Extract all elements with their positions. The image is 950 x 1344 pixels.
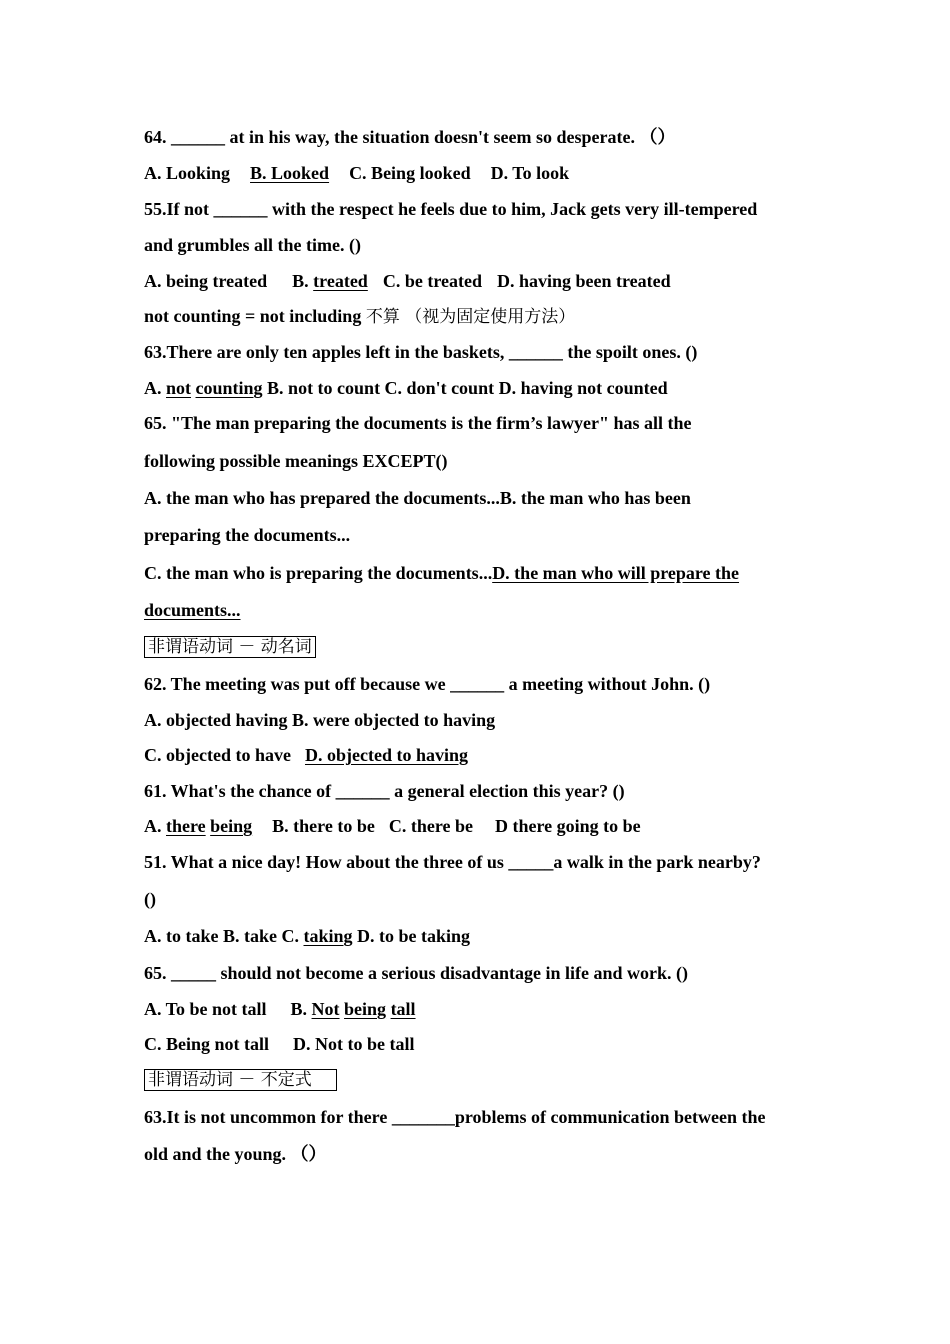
note-english: not counting = not including — [144, 306, 366, 326]
options-post: D. to be taking — [352, 926, 471, 946]
question-61-stem: 61. What's the chance of ______ a general election this year? () — [144, 781, 625, 801]
option-a-prefix: A. — [144, 378, 166, 398]
option-c: C. Being not tall — [144, 1034, 270, 1054]
options-pre: A. to take B. take C. — [144, 926, 304, 946]
question-65-stem-line1: 65. "The man preparing the documents is the firm’s lawyer" has all the — [144, 413, 692, 433]
option-d-answer: D. the man who will prepare the — [492, 563, 740, 583]
question-63b-stem-line1: 63.It is not uncommon for there _______problems of communication between the — [144, 1107, 766, 1127]
question-65-options-line4 — [144, 599, 241, 621]
section-label-box: 非谓语动词 － 不定式 — [144, 1069, 337, 1091]
option-a-answer-word1: there — [166, 816, 206, 836]
question-62-stem: 62. The meeting was put off because we ______ a meeting without John. () — [144, 674, 711, 694]
option-c: C. objected to have — [144, 745, 291, 765]
section-label-box: 非谓语动词 － 动名词 — [144, 636, 316, 658]
option-d: D. Not to be tall — [293, 1034, 415, 1054]
option-d: D. To look — [490, 163, 570, 183]
question-65-options-line3 — [144, 562, 739, 584]
option-b-answer: B. Looked — [250, 163, 330, 183]
option-a: A. To be not tall — [144, 999, 267, 1019]
question-63-options — [144, 377, 668, 399]
option-a-prefix: A. — [144, 816, 166, 836]
option-a-answer-word1: not — [166, 378, 192, 398]
option-a: A. being treated — [144, 271, 268, 291]
option-b-answer-word1: Not — [311, 999, 340, 1019]
question-62-options-line2 — [144, 744, 468, 766]
question-65-options-line2: preparing the documents... — [144, 525, 351, 545]
option-a-answer-word2: counting — [195, 378, 263, 398]
option-a-answer-word2: being — [210, 816, 253, 836]
option-d-answer-cont: documents... — [144, 600, 241, 620]
question-55-stem-line1: 55.If not ______ with the respect he feels due to him, Jack gets very ill-tempered — [144, 199, 758, 219]
option-c: C. there be — [388, 816, 473, 836]
note-chinese: 不算 （视为固定使用方法） — [365, 307, 576, 327]
question-65b-options-line1 — [144, 998, 416, 1020]
option-d-answer: D. objected to having — [304, 745, 468, 765]
question-65-options-line1: A. the man who has prepared the documents...B. the man who has been — [144, 488, 691, 508]
question-61-options — [144, 815, 641, 837]
question-51-options — [144, 925, 470, 947]
option-b-prefix: B. — [290, 999, 312, 1019]
question-51-stem-line1: 51. What a nice day! How about the three of us _____a walk in the park nearby? — [144, 852, 761, 872]
option-c-answer: taking — [303, 926, 353, 946]
question-55-stem-line2: and grumbles all the time. () — [144, 235, 361, 255]
question-51-stem-line2: () — [144, 889, 156, 909]
note-not-counting — [144, 305, 575, 328]
option-b: B. there to be — [272, 816, 375, 836]
option-b-answer: treated — [313, 271, 368, 291]
option-b-answer-word3: tall — [390, 999, 416, 1019]
option-a: A. Looking — [144, 163, 231, 183]
question-63b-stem-line2: old and the young. （） — [144, 1144, 327, 1164]
option-d: D there going to be — [494, 816, 641, 836]
question-55-options — [144, 270, 671, 292]
question-65-stem-line2: following possible meanings EXCEPT() — [144, 451, 448, 471]
option-c: C. be treated — [382, 271, 482, 291]
option-d: D. having been treated — [496, 271, 671, 291]
question-65b-stem: 65. _____ should not become a serious disadvantage in life and work. () — [144, 963, 689, 983]
question-62-options-line1: A. objected having B. were objected to having — [144, 710, 496, 730]
option-c: C. the man who is preparing the documents... — [144, 563, 493, 583]
section-heading-infinitive — [144, 1068, 337, 1091]
options-rest: B. not to count C. don't count D. having not counted — [262, 378, 668, 398]
section-heading-gerund — [144, 635, 316, 658]
option-b-answer-word2: being — [344, 999, 387, 1019]
question-63-stem: 63.There are only ten apples left in the baskets, ______ the spoilt ones. () — [144, 342, 698, 362]
question-65b-options-line2 — [144, 1033, 415, 1055]
option-b-prefix: B. — [292, 271, 314, 291]
question-64-stem: 64. ______ at in his way, the situation doesn't seem so desperate. （） — [144, 127, 676, 147]
question-64-options — [144, 162, 569, 184]
option-c: C. Being looked — [349, 163, 471, 183]
